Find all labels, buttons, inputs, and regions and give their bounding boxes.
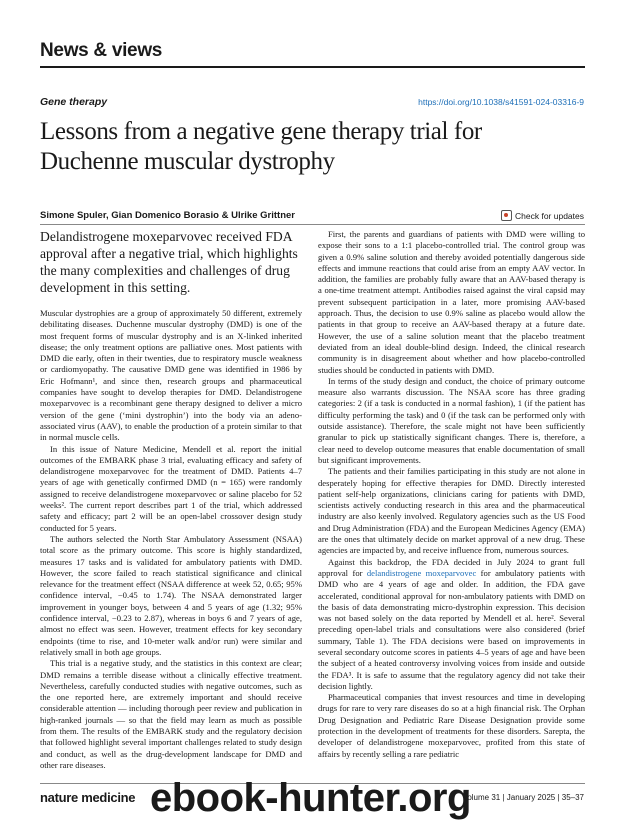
- right-paragraph-3: The patients and their families participating in this study are not alone in desperately hoping for effective therapies for DMD. Directly interested patient self-help organizations, clinicians caring for patients with DMD, scientists actively conducting research in this area and the pharmaceutical industry are also keenly involved. Regulatory agencies such as the US Food and Drug Administration (FDA) and the European Medicines Agency (EMA) are the ones that ultimately decide on market approval of a new drug. These agencies are impacted by, and receive influence from, numerous sources.: [318, 466, 585, 556]
- header-title: News & views: [40, 40, 163, 61]
- section-label: Gene therapy: [40, 96, 108, 108]
- check-updates-icon: [501, 210, 512, 221]
- authors-rule: [40, 224, 585, 225]
- journal-logo: nature medicine: [40, 790, 136, 805]
- doi-link[interactable]: https://doi.org/10.1038/s41591-024-03316-9: [418, 97, 584, 107]
- header-rule: [40, 66, 585, 68]
- right-paragraph-2: In terms of the study design and conduct, the choice of primary outcome measure also warrants discussion. The NSAA score has three grading categories: 2 (if a task is conducted in a normal fashion), 1 (if the patient has difficulty performing the task) and 0 (if the task can be performed only with outside assistance). Therefore, the scale might not have been sufficiently granular to pick up statistically significant changes. There is, therefore, a clear need to develop outcome measures that enable documentation of small but significant improvements.: [318, 375, 585, 465]
- left-paragraph-2: In this issue of Nature Medicine, Mendell et al. report the initial outcomes of the EMBARK phase 3 trial, evaluating efficacy and safety of delandistrogene moxeparvovec for the treatment of DMD. Patients 4–7 years of age with genetically confirmed DMD (n = 165) were randomly assigned to receive delandistrogene moxeparvovec or saline placebo for 52 weeks². The current report describes part 1 of the trial, which addressed safety and efficacy; part 2 will be an open-label crossover design study conducted for 5 years.: [40, 443, 302, 533]
- drug-link[interactable]: delandistrogene moxeparvovec: [366, 567, 477, 578]
- check-updates-button[interactable]: [501, 210, 584, 221]
- left-column: [40, 308, 302, 771]
- left-paragraph-3: The authors selected the North Star Ambulatory Assessment (NSAA) total score as the primary outcome. This score is highly standardized, measures 17 tasks and is validated for ambulatory patients with DMD. However, the score failed to reach statistical significance and clinical relevance for the treatment effect (NSAA difference at week 52, 0.65; 95% confidence interval, −0.45 to 1.74). The NSAA demonstrated larger improvement in younger boys, between 4 and 5 years of age (1.32; 95% confidence interval, −0.23 to 2.87), whereas in boys 6 and 7 years of age, almost no effect was seen. However, treatment effects for key secondary endpoints (time to rise, and 10-meter walk and/or run) were similar and relatively small in both age groups.: [40, 533, 302, 657]
- article-title: Lessons from a negative gene therapy trial for Duchenne muscular dystrophy: [40, 118, 482, 175]
- check-updates-label: Check for updates: [515, 210, 584, 221]
- watermark: ebook-hunter.org: [150, 776, 471, 820]
- left-paragraph-4: This trial is a negative study, and the statistics in this context are clear; DMD remains a terrible disease without a clinically effective treatment. Nevertheless, carefully conducted studies with negative outcomes, such as the one reported here, are extremely important and should receive considerable attention — including thorough peer review and publication in high-ranked journals — so that the field may learn as much as possible from them. The results of the EMBARK study and the regulatory decision that followed highlight several important challenges related to study design and conduct, as well as the drug-development landscape for DMD and other rare diseases.: [40, 658, 302, 770]
- right-paragraph-4: [318, 557, 585, 693]
- right-paragraph-4-start: Against this backdrop, the FDA decided in July 2024 to grant full approval for: [318, 556, 585, 578]
- left-paragraph-1: Muscular dystrophies are a group of approximately 50 different, extremely debilitating diseases. Duchenne muscular dystrophy (DMD) is one of the most frequent forms of muscular dystrophy and is an X-linked inherited disease; the only treatment options are palliative ones. Most patients with DMD die early, often in their twenties, due to respiratory muscle weakness or cardiomyopathy. The causative DMD gene was identified in 1986 by Eric Hofmann¹, and since then, research groups and pharmaceutical companies have sought to develop therapies for DMD. Delandistrogene moxeparvovec is a recombinant gene therapy designed to deliver a micro version of the gene (‘mini dystrophin’) into the body via an adeno-associated virus (AAV), to enable the production of a protein similar to that in normal muscle cells.: [40, 308, 302, 443]
- authors: Simone Spuler, Gian Domenico Borasio & Ulrike Grittner: [40, 210, 295, 221]
- right-paragraph-4-end: for ambulatory patients with DMD who are 4 years of age and older. In addition, the FDA gave accelerated, conditional approval for non-ambulatory patients with DMD on the basis of data demonstrating micro-dystrophin expression. This decision was not based solely on the data reported by Mendell et al. here². Several preceding open-label trials and consultations were also considered (brief summary, Table 1). The FDA decisions were based on improvements in several secondary outcome scores in patients 4–5 years of age and have been the subject of a heated controversy involving voices from inside and outside the FDA³. It is safe to assume that the regulatory agency did not take their decision lightly.: [318, 567, 585, 691]
- right-paragraph-1: First, the parents and guardians of patients with DMD were willing to expose their sons to a 1:1 placebo-controlled trial. The control group was given a 0.9% saline solution and thereby avoided potentially dangerous side effects and immune reactions that could arise from an empty AAV vector. In addition, the families are probably fully aware that an AAV-based therapy is a one-time treatment attempt. Antibodies raised against the viral capsid may prevent subsequent participation in a later, more promising AAV-based approach. Thus, the decision to use 0.9% saline as placebo would allow the patients in that group to receive an AAV-based therapy at a future date. However, the use of a saline solution meant that the placebo treatment deviated from an ideal double-blind design. Indeed, the clinical research community is in disagreement about whether and how placebo-controlled studies should be conducted in patients with DMD.: [318, 229, 585, 375]
- standfirst: Delandistrogene moxeparvovec received FDA approval after a negative trial, which highlights the many complexities and challenges of drug development in this setting.: [40, 229, 298, 295]
- right-column: [318, 229, 585, 760]
- footer-meta: Volume 31 | January 2025 | 35–37: [462, 793, 584, 802]
- right-paragraph-5: Pharmaceutical companies that invest resources and time in developing drugs for rare to very rare diseases do so at a high financial risk. The Orphan Drug Designation and Pediatric Rare Disease Designation provide some protection in the development of treatments for these disorders. Sarepta, the developer of delandistrogene moxeparvovec, profited from this state of affairs by recently selling a rare pediatric: [318, 692, 585, 759]
